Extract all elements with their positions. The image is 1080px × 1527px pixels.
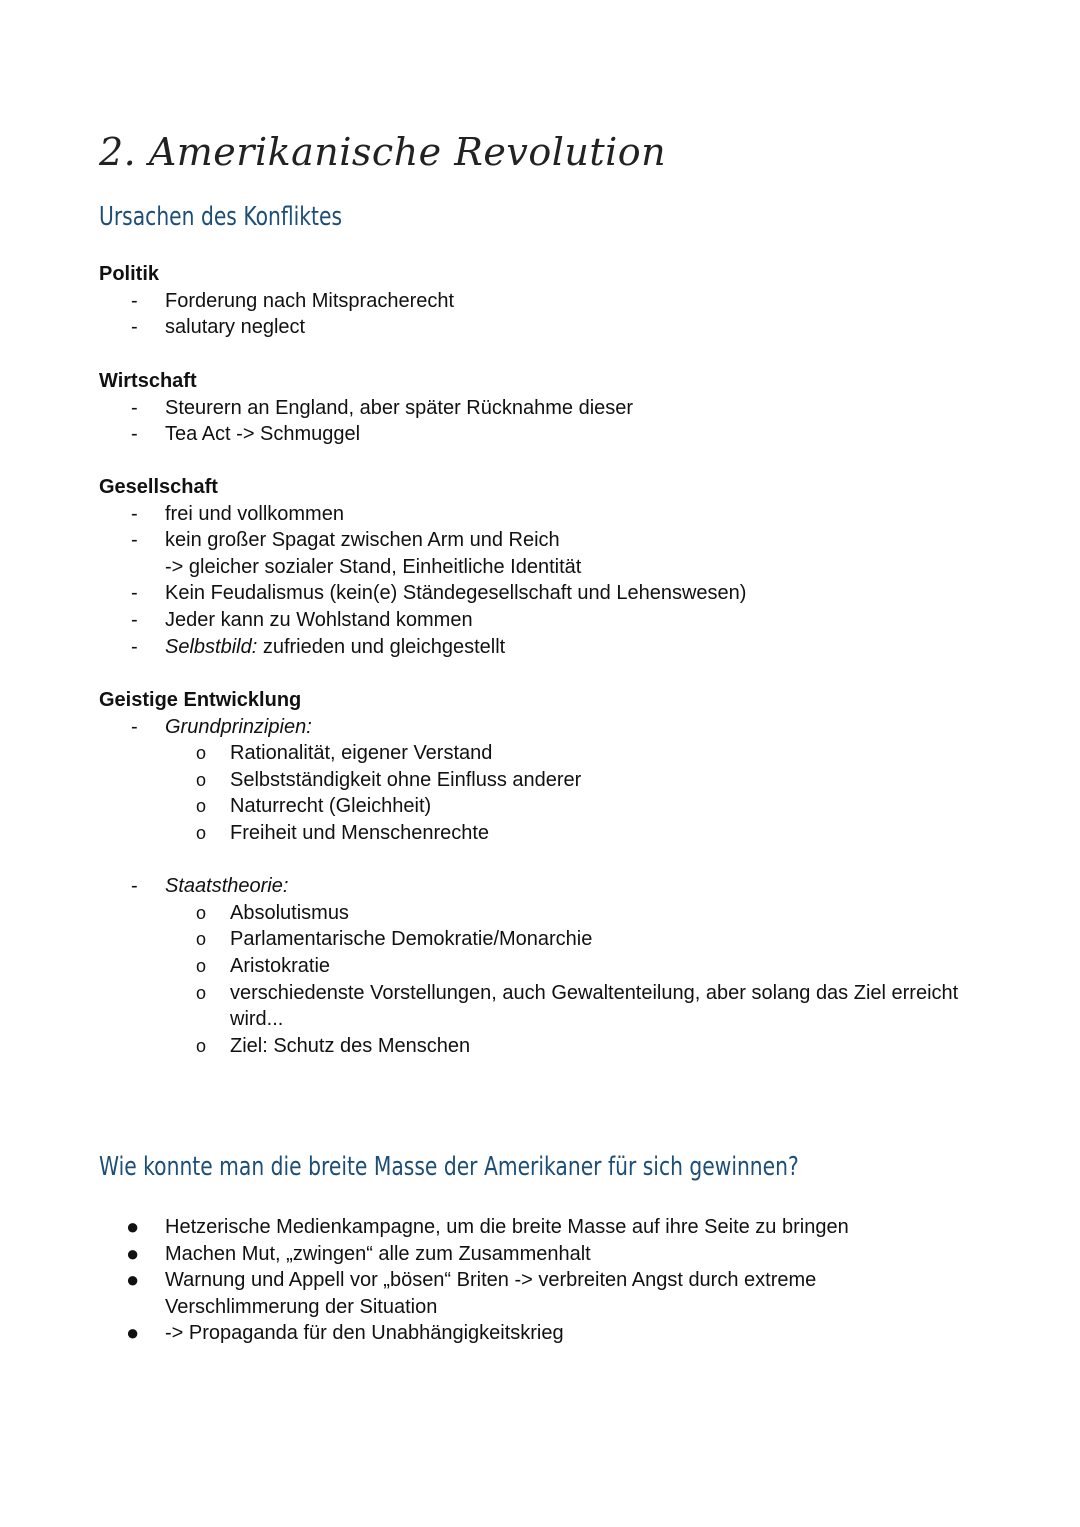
list-item [99, 1241, 899, 1268]
sub-list-item [99, 900, 969, 927]
dash-marker: - [131, 875, 138, 898]
list-item-text: Naturrecht (Gleichheit) [230, 795, 432, 818]
geistige-title: Geistige Entwicklung [99, 689, 302, 711]
circle-marker: o [196, 982, 207, 1003]
sub-list-item [99, 1033, 969, 1060]
list-item-text: Rationalität, eigener Verstand [230, 742, 493, 765]
circle-marker: o [196, 743, 207, 764]
gesellschaft-section [99, 474, 999, 660]
list-item-text: frei und vollkommen [165, 502, 344, 525]
causes-heading: Ursachen des Konfliktes [99, 202, 343, 232]
list-item-text: Machen Mut, „zwingen“ alle zum Zusammenhalt [165, 1242, 591, 1265]
dash-marker: - [131, 289, 138, 312]
bullet-marker: ● [126, 1267, 140, 1293]
sub-list-item [99, 980, 969, 1033]
list-item [99, 1267, 899, 1320]
dash-marker: - [131, 582, 138, 605]
list-item-text: salutary neglect [165, 316, 306, 339]
list-item-text: Hetzerische Medienkampagne, um die breite Masse auf ihre Seite zu bringen [165, 1216, 849, 1238]
bullet-marker: ● [126, 1320, 140, 1346]
dash-marker: - [131, 423, 138, 446]
list-item-text: kein großer Spagat zwischen Arm und Reich [165, 529, 560, 552]
list-item-text: -> gleicher sozialer Stand, Einheitliche Identität [165, 555, 582, 578]
list-item-text: Jeder kann zu Wohlstand kommen [165, 608, 473, 631]
list-item-continuation [99, 554, 999, 581]
sub-list-item [99, 793, 999, 820]
list-item [99, 607, 999, 634]
list-item-text: Absolutismus [230, 901, 349, 924]
politik-section [99, 261, 999, 341]
sub-list-item [99, 767, 999, 794]
grundprinzipien-label: Grundprinzipien: [165, 715, 312, 738]
grundprinzipien-list [99, 740, 999, 846]
list-item-text: Selbstständigkeit ohne Einfluss anderer [230, 768, 582, 791]
list-item [99, 1320, 899, 1347]
dash-marker: - [131, 502, 138, 525]
list-item [99, 421, 999, 448]
circle-marker: o [196, 796, 207, 817]
politik-title: Politik [99, 263, 160, 285]
selbstbild-label: Selbstbild: [165, 635, 258, 658]
dash-marker: - [131, 635, 138, 658]
dash-marker: - [131, 316, 138, 339]
wirtschaft-title: Wirtschaft [99, 370, 197, 392]
list-item [99, 501, 999, 528]
page-title: 2. Amerikanische Revolution [99, 130, 667, 174]
circle-marker: o [196, 1035, 207, 1056]
circle-marker: o [196, 929, 207, 950]
dash-marker: - [131, 396, 138, 419]
list-item-text: Warnung und Appell vor „bösen“ Briten -> verbreiten Angst durch extreme Verschlimmerung der Situation [165, 1269, 817, 1318]
list-item-text: Parlamentarische Demokratie/Monarchie [230, 928, 593, 951]
list-item [99, 395, 999, 422]
dash-marker: - [131, 608, 138, 631]
list-item [99, 314, 999, 341]
gesellschaft-list [99, 501, 999, 661]
list-item [99, 580, 999, 607]
staatstheorie-list [99, 900, 969, 1060]
list-item-text: Kein Feudalismus (kein(e) Ständegesellschaft und Lehenswesen) [165, 582, 747, 605]
list-item [99, 873, 999, 900]
sub-list-item [99, 953, 969, 980]
sub-list-item [99, 820, 999, 847]
sub-list-item [99, 926, 969, 953]
sub-list-item [99, 740, 999, 767]
list-item [99, 288, 999, 315]
bullet-marker: ● [126, 1240, 140, 1266]
geistige-list [99, 714, 999, 741]
gesellschaft-title: Gesellschaft [99, 476, 218, 498]
list-item-text: -> Propaganda für den Unabhängigkeitskrieg [165, 1322, 564, 1345]
list-item [99, 1214, 899, 1241]
list-item-text: Aristokratie [230, 954, 331, 977]
list-item [99, 714, 999, 741]
masses-list [99, 1214, 899, 1347]
staatstheorie-heading-list [99, 873, 999, 900]
politik-list [99, 288, 999, 341]
circle-marker: o [196, 769, 207, 790]
list-item-text: verschiedenste Vorstellungen, auch Gewaltenteilung, aber solang das Ziel erreicht wird... [230, 981, 959, 1031]
list-item-text: Steurern an England, aber später Rücknahme dieser [165, 396, 634, 419]
masses-heading: Wie konnte man die breite Masse der Amerikaner für sich gewinnen? [99, 1152, 799, 1182]
wirtschaft-section [99, 368, 999, 448]
list-item-text: Ziel: Schutz des Menschen [230, 1034, 471, 1057]
circle-marker: o [196, 902, 207, 923]
geistige-section [99, 687, 999, 1059]
list-item-text: Freiheit und Menschenrechte [230, 821, 490, 844]
circle-marker: o [196, 955, 207, 976]
list-item [99, 634, 999, 661]
spacer [99, 847, 999, 874]
selbstbild-text: zufrieden und gleichgestellt [257, 635, 506, 658]
dash-marker: - [131, 529, 138, 552]
list-item-text: Forderung nach Mitspracherecht [165, 289, 455, 312]
circle-marker: o [196, 822, 207, 843]
list-item-text: Tea Act -> Schmuggel [165, 423, 361, 446]
wirtschaft-list [99, 395, 999, 448]
list-item [99, 527, 999, 554]
staatstheorie-label: Staatstheorie: [165, 875, 289, 898]
bullet-marker: ● [126, 1214, 140, 1239]
dash-marker: - [131, 715, 138, 738]
masses-section [99, 1214, 899, 1347]
